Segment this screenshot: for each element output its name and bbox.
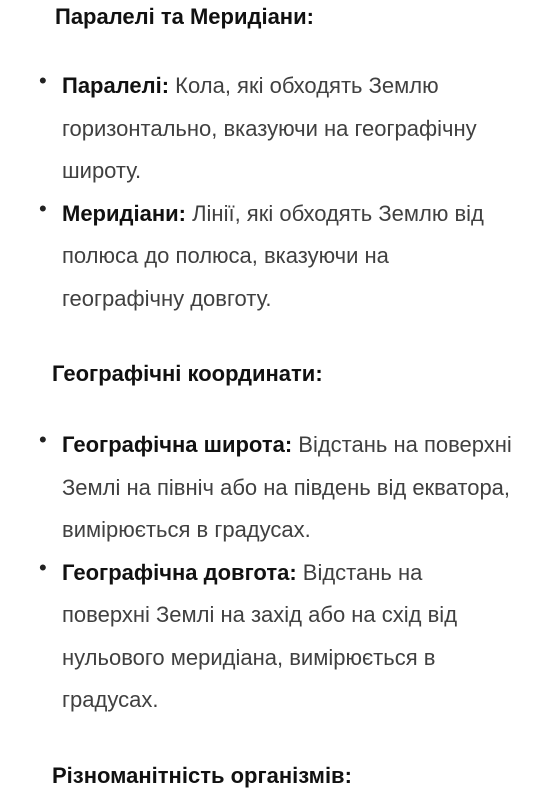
list-item	[0, 193, 534, 321]
list-item	[0, 65, 534, 193]
list-item-text: Відстань на поверхні Землі на захід або на схід від нульового меридіана, вимірюється в градусах.	[62, 559, 458, 712]
bullet-icon: •	[39, 554, 47, 580]
section-heading-parallels-meridians: Паралелі та Меридіани:	[55, 4, 314, 29]
bullet-list-geographic-coordinates	[0, 424, 534, 722]
bullet-icon: •	[39, 68, 47, 93]
list-item-text: Відстань на поверхні Землі на північ або на південь від екватора, вимірюється в градусах.	[62, 432, 512, 542]
list-item	[0, 552, 534, 722]
list-item-text: Кола, які обходять Землю горизонтально, вказуючи на географічну широту.	[62, 73, 477, 183]
list-item-term: Географічна довгота:	[62, 559, 297, 585]
list-item-term: Паралелі:	[62, 73, 170, 98]
section-heading-geographic-coordinates: Географічні координати:	[52, 361, 323, 386]
list-item	[0, 424, 534, 552]
section-heading-organism-diversity: Різноманітність організмів:	[52, 763, 352, 788]
bullet-icon: •	[39, 427, 47, 452]
bullet-list-parallels-meridians	[0, 65, 534, 320]
list-item-text: Лінії, які обходять Землю від полюса до полюса, вказуючи на географічну довготу.	[62, 200, 484, 311]
list-item-term: Меридіани:	[62, 200, 186, 226]
bullet-icon: •	[39, 195, 47, 221]
list-item-term: Географічна широта:	[62, 432, 293, 457]
